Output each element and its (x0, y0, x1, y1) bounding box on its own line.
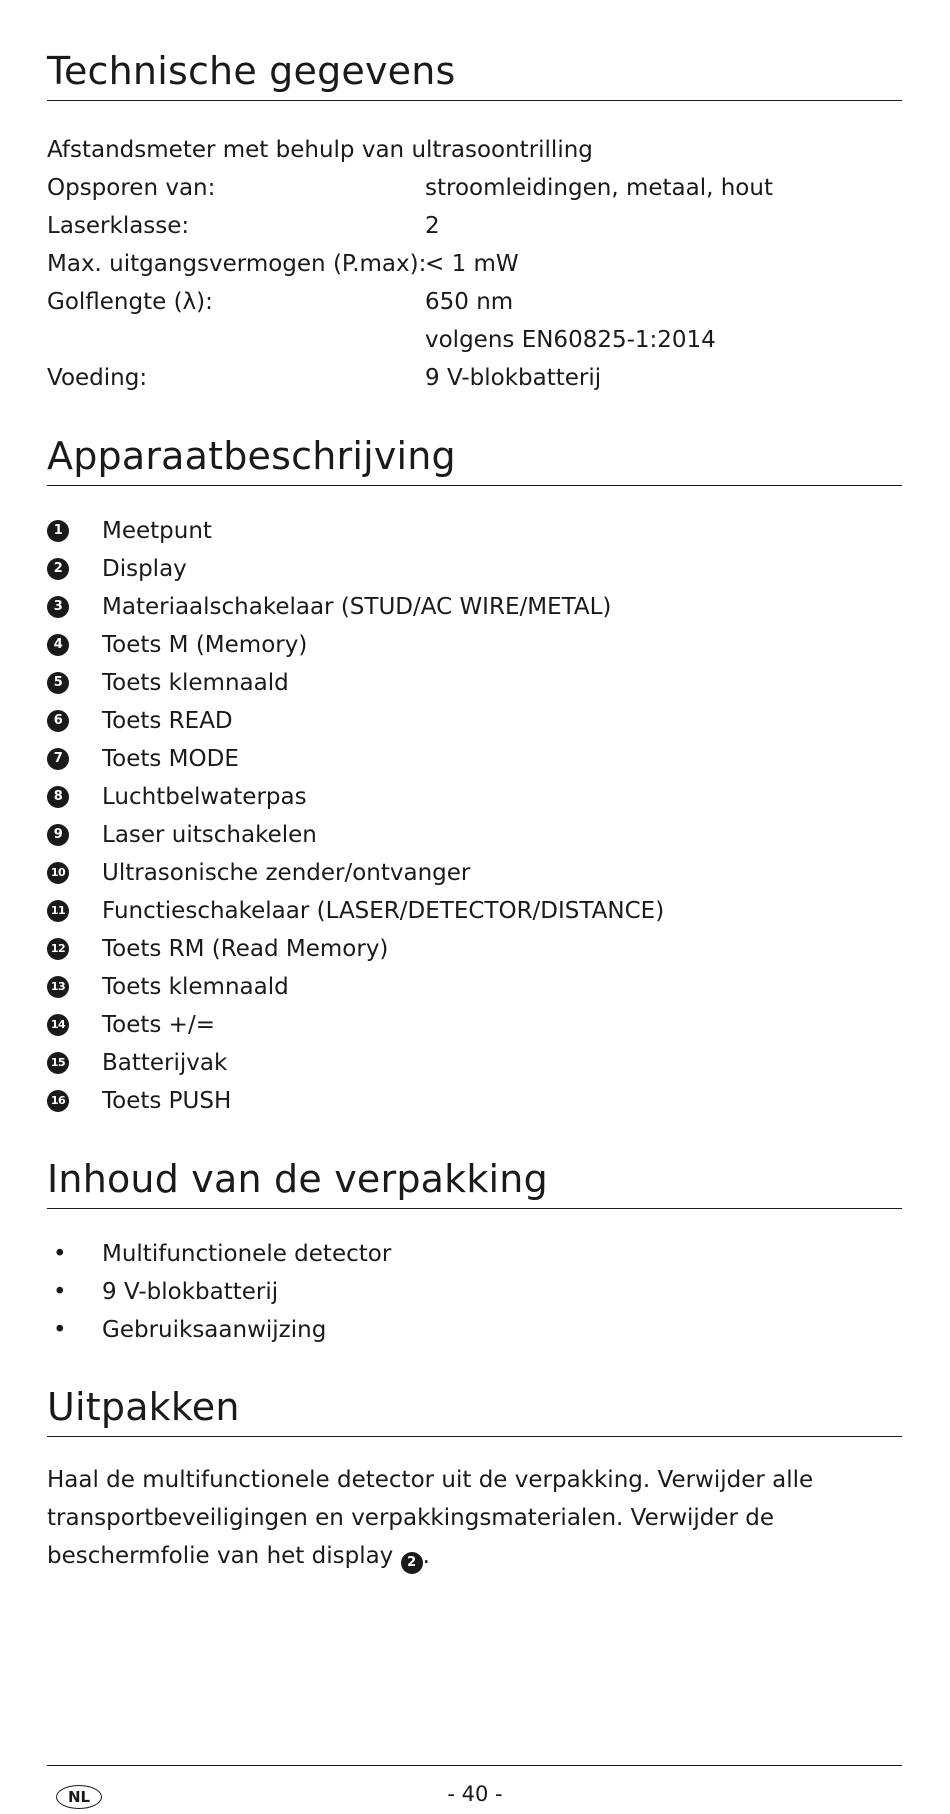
part-number-badge: 6 (47, 710, 69, 732)
spec-value: volgens EN60825-1:2014 (425, 326, 716, 353)
part-label: Batterijvak (102, 1049, 228, 1076)
device-part-item (47, 550, 902, 588)
part-label: Toets M (Memory) (102, 631, 308, 658)
spec-value: 9 V-blokbatterij (425, 364, 602, 391)
technical-data-section (47, 50, 902, 397)
device-part-item (47, 626, 902, 664)
spec-value: 2 (425, 212, 440, 239)
spec-label: Max. uitgangsvermogen (P.max): (47, 250, 427, 277)
device-part-item (47, 1082, 902, 1120)
spec-row (47, 359, 902, 397)
language-badge: NL (56, 1785, 102, 1809)
part-label: Toets PUSH (102, 1087, 232, 1114)
part-label: Toets klemnaald (102, 973, 289, 1000)
spec-row (47, 321, 902, 359)
bullet-icon: • (53, 1316, 67, 1343)
device-description-section (47, 435, 902, 1120)
part-label: Toets klemnaald (102, 669, 289, 696)
spec-label: Opsporen van: (47, 174, 216, 201)
list-item-label: Multifunctionele detector (102, 1240, 392, 1267)
part-number-badge: 13 (47, 976, 69, 998)
bullet-icon: • (53, 1278, 67, 1305)
part-number-badge: 1 (47, 520, 69, 542)
spec-value: < 1 mW (425, 250, 519, 277)
part-number-badge: 11 (47, 900, 69, 922)
device-part-item (47, 778, 902, 816)
spec-row (47, 207, 902, 245)
unpacking-section (47, 1386, 902, 1575)
part-label: Toets RM (Read Memory) (102, 935, 389, 962)
part-label: Laser uitschakelen (102, 821, 317, 848)
part-label: Materiaalschakelaar (STUD/AC WIRE/METAL) (102, 593, 612, 620)
part-number-badge: 3 (47, 596, 69, 618)
package-contents-title: Inhoud van de verpakking (47, 1158, 902, 1209)
list-item (47, 1311, 902, 1349)
part-label: Toets MODE (102, 745, 239, 772)
spec-value: stroomleidingen, metaal, hout (425, 174, 773, 201)
device-part-item (47, 854, 902, 892)
part-number-badge: 7 (47, 748, 69, 770)
part-number-badge: 5 (47, 672, 69, 694)
device-part-item (47, 892, 902, 930)
device-part-item (47, 816, 902, 854)
list-item (47, 1273, 902, 1311)
unpacking-paragraph (47, 1461, 902, 1575)
bullet-icon: • (53, 1240, 67, 1267)
part-label: Luchtbelwaterpas (102, 783, 307, 810)
footer-divider (47, 1765, 902, 1766)
page-number: - 40 - (447, 1782, 503, 1806)
part-number-badge: 15 (47, 1052, 69, 1074)
spec-row (47, 169, 902, 207)
part-number-badge: 10 (47, 862, 69, 884)
device-part-item (47, 968, 902, 1006)
package-contents-section (47, 1158, 902, 1349)
spec-label: Voeding: (47, 364, 148, 391)
part-number-badge: 8 (47, 786, 69, 808)
list-item-label: Gebruiksaanwijzing (102, 1316, 327, 1343)
part-label: Toets +/= (102, 1011, 215, 1038)
technical-data-intro: Afstandsmeter met behulp van ultrasoontrilling (47, 136, 593, 163)
device-part-item (47, 930, 902, 968)
device-part-item (47, 740, 902, 778)
unpacking-text-end: . (422, 1542, 430, 1569)
part-label: Meetpunt (102, 517, 212, 544)
spec-value: 650 nm (425, 288, 514, 315)
unpacking-title: Uitpakken (47, 1386, 902, 1437)
package-contents-list (47, 1235, 902, 1349)
part-number-badge: 12 (47, 938, 69, 960)
spec-row (47, 245, 902, 283)
device-part-item (47, 512, 902, 550)
spec-label: Laserklasse: (47, 212, 190, 239)
spec-label (47, 321, 425, 359)
part-number-badge: 16 (47, 1090, 69, 1112)
list-item-label: 9 V-blokbatterij (102, 1278, 279, 1305)
device-part-item (47, 664, 902, 702)
part-label: Functieschakelaar (LASER/DETECTOR/DISTANCE) (102, 897, 665, 924)
part-label: Toets READ (102, 707, 233, 734)
device-description-title: Apparaatbeschrijving (47, 435, 902, 486)
device-part-item (47, 588, 902, 626)
device-parts-list (47, 512, 902, 1120)
device-part-item (47, 1044, 902, 1082)
list-item (47, 1235, 902, 1273)
part-number-badge: 9 (47, 824, 69, 846)
device-part-item (47, 1006, 902, 1044)
technical-data-body (47, 131, 902, 397)
device-part-item (47, 702, 902, 740)
part-number-badge: 2 (47, 558, 69, 580)
reference-number-badge: 2 (401, 1552, 423, 1574)
part-number-badge: 4 (47, 634, 69, 656)
spec-row (47, 283, 902, 321)
technical-data-title: Technische gegevens (47, 50, 902, 101)
part-label: Ultrasonische zender/ontvanger (102, 859, 471, 886)
part-number-badge: 14 (47, 1014, 69, 1036)
unpacking-text: Haal de multifunctionele detector uit de verpakking. Verwijder alle transportbeveiligingen en verpakkingsmaterialen. Verwijder de beschermfolie van het display (47, 1466, 814, 1569)
spec-label: Golflengte (λ): (47, 288, 213, 315)
part-label: Display (102, 555, 187, 582)
